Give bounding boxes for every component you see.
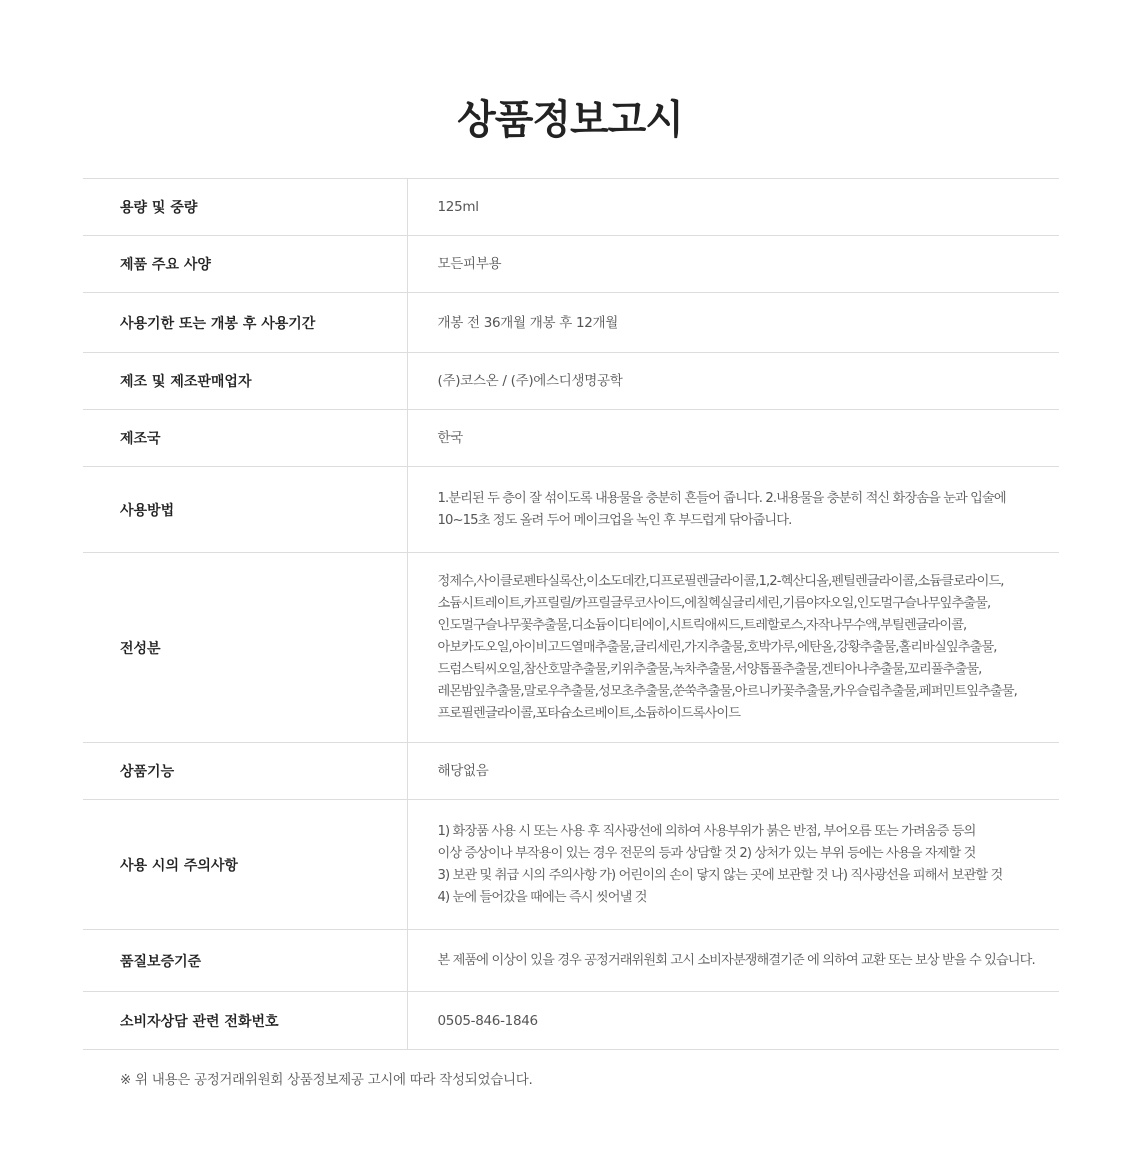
table-row [83,992,1059,1050]
row-label-function: 상품기능 [83,743,407,800]
row-value-spec: 모든피부용 [437,256,502,272]
table-row [83,743,1059,800]
row-value-usage: 1.분리된 두 층이 잘 섞이도록 내용물을 충분히 흔들어 줍니다. 2.내용물을 충분히 적신 화장솜을 눈과 입술에 10~15초 정도 올려 두어 메이크업을 녹인 후 부드럽게 닦아줍니다. [437,490,1006,528]
row-label-caution: 사용 시의 주의사항 [83,800,407,930]
row-label-contact: 소비자상담 관련 전화번호 [83,992,407,1050]
row-label-spec: 제품 주요 사양 [83,236,407,293]
table-row [83,410,1059,467]
row-value-ingredients: 정제수,사이클로펜타실록산,이소도데칸,디프로필렌글라이콜,1,2-헥산디올,펜틸렌글라이콜,소듐클로라이드, 소듐시트레이트,카프릴릴/카프릴글루코사이드,에칠헥실글리세린,기름야자오일,인도멀구슬나무잎추출물, 인도멀구슬나무꽃추출물,디소듐이디티에이,시트릭애씨드,트레할로스,자작나무수액,부틸렌글라이콜, 아보카도오일,아이비고드열매추출물,글리세린,가지추출물,호박가루,에탄올,강황추출물,홀리바실잎추출물, 드럼스틱씨오일,참산호말추출물,키위추출물,녹차추출물,서양톱풀추출물,겐티아나추출물,꼬리풀추출물, 레몬밤잎추출물,말로우추출물,성모초추출물,쑨쑥추출물,아르니카꽃추출물,카우슬립추출물,페퍼민트잎추출물, 프로필렌글라이콜,포타슘소르베이트,소듐하이드록사이드 [437,573,1017,721]
table-row [83,930,1059,992]
table-row [83,179,1059,236]
table-row [83,800,1059,930]
row-label-ingredients: 전성분 [83,553,407,743]
row-label-quality: 품질보증기준 [83,930,407,992]
page-title: 상품정보고시 [457,97,683,143]
row-value-expiry: 개봉 전 36개월 개봉 후 12개월 [437,314,619,331]
row-value-origin: 한국 [437,430,463,446]
row-value-quality: 본 제품에 이상이 있을 경우 공정거래위원회 고시 소비자분쟁해결기준 에 의하여 교환 또는 보상 받을 수 있습니다. [437,952,1035,968]
table-row [83,353,1059,410]
table-row [83,467,1059,553]
row-value-capacity: 125ml [437,199,479,215]
footnote: ※ 위 내용은 공정거래위원회 상품정보제공 고시에 따라 작성되었습니다. [120,1072,533,1088]
table-row [83,236,1059,293]
product-info-table [83,178,1059,1050]
row-label-usage: 사용방법 [83,467,407,553]
row-label-expiry: 사용기한 또는 개봉 후 사용기간 [83,293,407,353]
row-value-caution: 1) 화장품 사용 시 또는 사용 후 직사광선에 의하여 사용부위가 붉은 반점, 부어오름 또는 가려움증 등의 이상 증상이나 부작용이 있는 경우 전문의 등과 상담할 것 2) 상처가 있는 부위 등에는 사용을 자제할 것 3) 보관 및 취급 시의 주의사항 가) 어린이의 손이 닿지 않는 곳에 보관할 것 나) 직사광선을 피해서 보관할 것 4) 눈에 들어갔을 때에는 즉시 씻어낼 것 [437,823,1003,905]
row-value-contact: 0505-846-1846 [437,1012,538,1029]
table-row [83,293,1059,353]
table-row [83,553,1059,743]
row-value-manufacturer: (주)코스온 / (주)에스디생명공학 [437,373,623,389]
row-value-function: 해당없음 [437,763,489,779]
row-label-capacity: 용량 및 중량 [83,179,407,236]
row-label-manufacturer: 제조 및 제조판매업자 [83,353,407,410]
row-label-origin: 제조국 [83,410,407,467]
